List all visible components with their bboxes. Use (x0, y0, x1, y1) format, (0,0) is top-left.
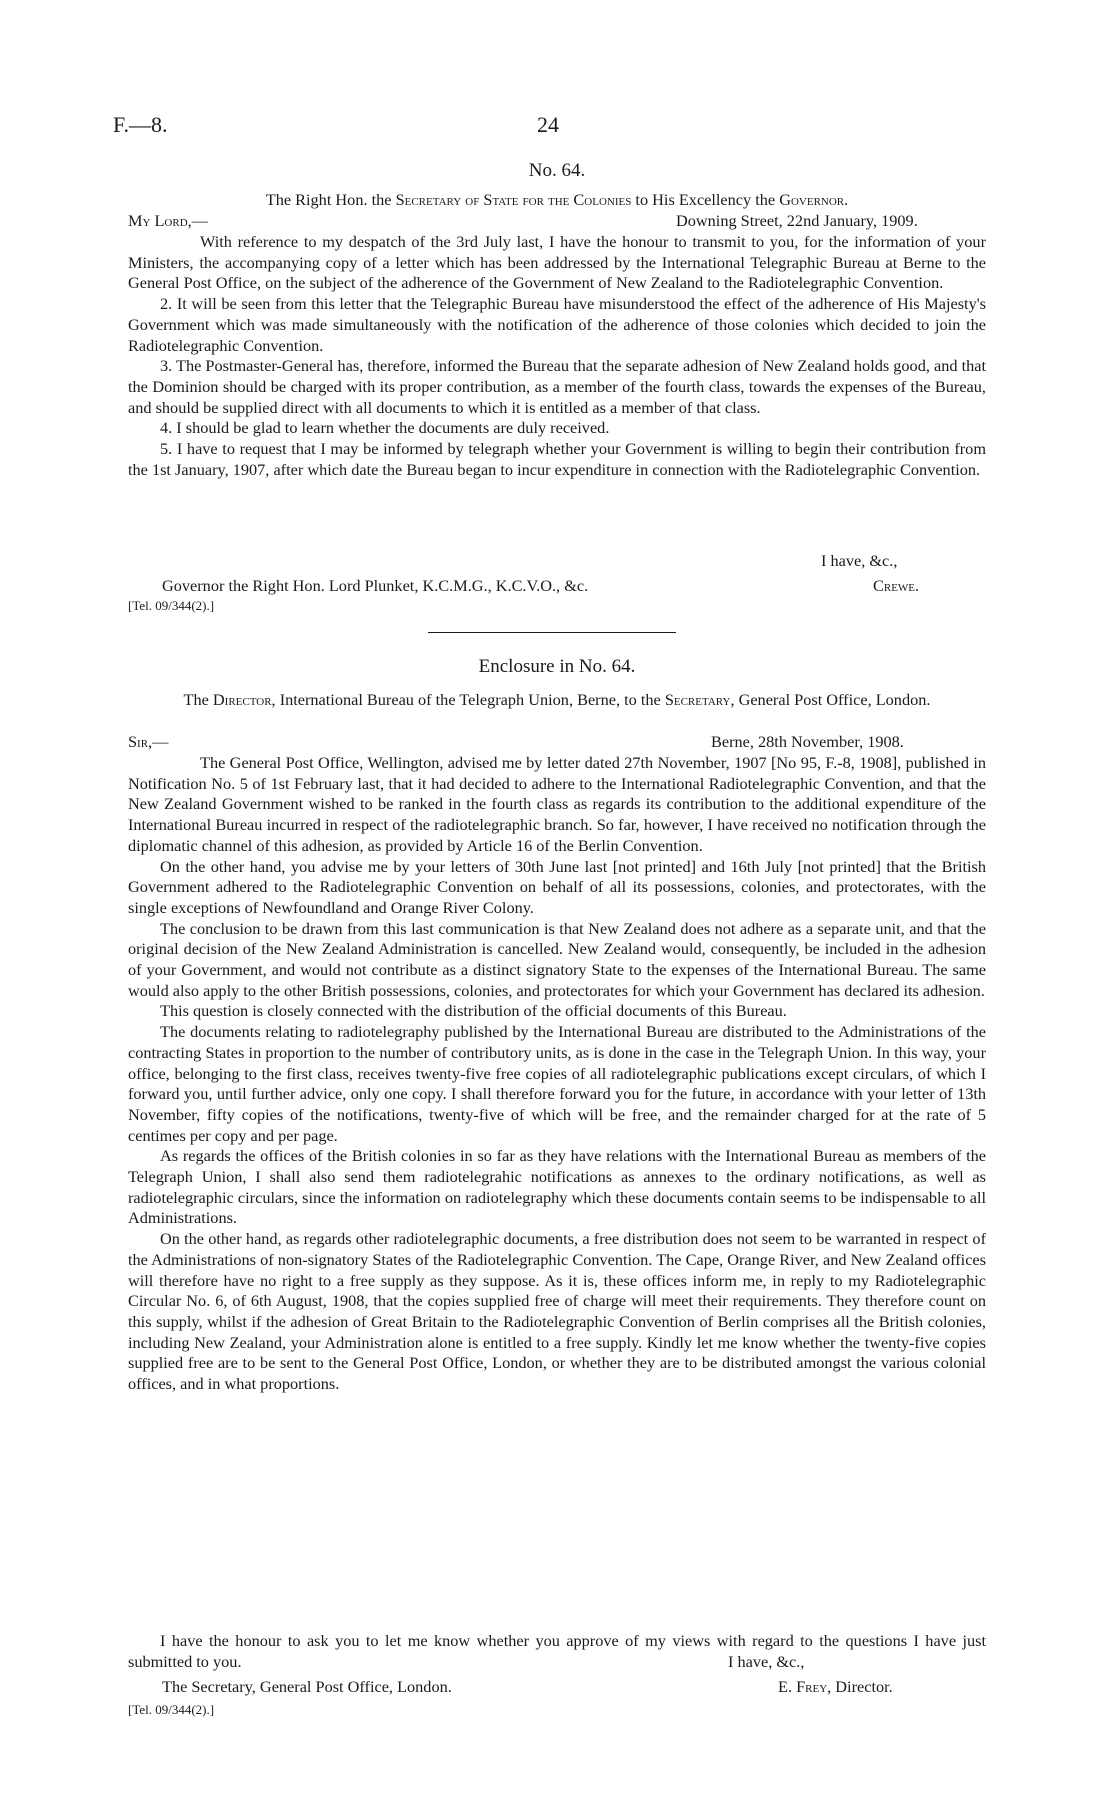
reference: [Tel. 09/344(2).] (128, 1701, 215, 1717)
paragraph: On the other hand, you advise me by your letters of 30th June last [not printed] and 16th July [not printed] that the British Government adhered to the Radiotelegraphic Convention on behalf of all its possessions, colonies, and protectorates, with the single exceptions of Newfoundland and Orange River Colony. (128, 856, 986, 917)
paragraph: 4. I should be glad to learn whether the documents are duly received. (160, 418, 610, 438)
paragraph: With reference to my despatch of the 3rd July last, I have the honour to transmit to you, for the information of your Ministers, the accompanying copy of a letter which has been addressed by the International Telegraphic Bureau at Berne to the General Post Office, on the subject of the adherence of the Government of New Zealand to the Radiotelegraphic Convention. (128, 232, 986, 293)
section-divider (428, 632, 676, 633)
paragraph: The documents relating to radiotelegraphy published by the International Bureau are distributed to the Administrations of the contracting States in proportion to the number of contributory units, as is done in the case in the Telegraph Union. In this way, your office, belonging to the first class, receives twenty-five free copies of all radiotelegraphic publications except circulars, of which I forward you, until further advice, only one copy. I shall therefore forward you for the future, in accordance with your letter of 13th November, fifty copies of the notifications, twenty-five of which will be free, and the remainder charged for at the rate of 5 centimes per copy and per page. (128, 1022, 986, 1145)
addressee: The Secretary, General Post Office, London. (162, 1677, 452, 1696)
letter-salutation-row (128, 211, 986, 232)
letter-number: No. 64. (528, 160, 586, 181)
document-code: F.—8. (113, 112, 168, 137)
enclosure-closing-row (128, 1652, 986, 1673)
enclosure-title: Enclosure in No. 64. (478, 656, 636, 677)
enclosure-final-paragraph: I have the honour to ask you to let me know whether you approve of my views with regard to the questions I have just submitted to you. (128, 1631, 986, 1671)
paragraph: 2. It will be seen from this letter that the Telegraphic Bureau have misunderstood the effect of the adherence of His Majesty's Government which was made simultaneously with the notification of the adherence of those colonies which decided to join the Radiotelegraphic Convention. (128, 294, 986, 355)
paragraph: The General Post Office, Wellington, advised me by letter dated 27th November, 1907 [No 95, F.-8, 1908], published in Notification No. 5 of 1st February last, that it had decided to adhere to the International Radiotelegraphic Convention, and that the New Zealand Government wished to be ranked in the fourth class as regards its contribution to the additional expenditure of the International Bureau incurred in respect of the radiotelegraphic branch. So far, however, I have received no notification through the diplomatic channel of this adhesion, as provided by Article 16 of the Berlin Convention. (128, 753, 986, 855)
paragraph: 3. The Postmaster-General has, therefore, informed the Bureau that the separate adhesion of New Zealand holds good, and that the Dominion should be charged with its proper contribution, as a member of the fourth class, towards the expenses of the Bureau, and should be supplied direct with all documents to which it is entitled as a member of that class. (128, 356, 986, 417)
letter-closing-block (128, 551, 986, 617)
place-date: Berne, 28th November, 1908. (711, 732, 904, 751)
salutation: Sir,— (128, 732, 169, 751)
enclosure-salutation-row (128, 732, 986, 753)
salutation: My Lord,— (128, 211, 209, 230)
paragraph: The conclusion to be drawn from this last communication is that New Zealand does not adhere as a separate unit, and that the original decision of the New Zealand Administration is cancelled. New Zealand would, consequently, be included in the adhesion of your Government, and would not contribute as a distinct signatory State to the expenses of the International Bureau. The same would also apply to the other British possessions, colonies, and protectorates for which your Government has declared its adhesion. (128, 918, 986, 1000)
closing: I have, &c., (821, 551, 898, 570)
addressee: Governor the Right Hon. Lord Plunket, K.C.M.G., K.C.V.O., &c. (162, 575, 589, 595)
page-number: 24 (537, 112, 559, 137)
letter-title: The Right Hon. the Secretary of State for the Colonies to His Excellency the Governor. (265, 190, 849, 209)
paragraph: As regards the offices of the British colonies in so far as they have relations with the International Bureau as members of the Telegraph Union, I shall also send them radiotelegrahic notifications as annexes to the ordinary notifications, as well as radiotelegraphic circulars, since the information on radiotelegraphy which these documents contain seems to be indispensable to all Administrations. (128, 1146, 986, 1228)
letter-body (128, 232, 986, 480)
paragraph: This question is closely connected with the distribution of the official documents of this Bureau. (160, 1001, 787, 1021)
enclosure-subtitle: The Director, International Bureau of the Telegraph Union, Berne, to the Secretary, General Post Office, London. (183, 690, 931, 709)
place-date: Downing Street, 22nd January, 1909. (676, 211, 918, 230)
reference: [Tel. 09/344(2).] (128, 598, 215, 614)
signature: E. Frey, Director. (778, 1677, 893, 1696)
enclosure-signature-block (128, 1677, 986, 1720)
paragraph: 5. I have to request that I may be informed by telegraph whether your Government is willing to begin their contribution from the 1st January, 1907, after which date the Bureau began to incur expenditure in connection with the Radiotelegraphic Convention. (128, 439, 986, 479)
signature: Crewe. (873, 575, 920, 595)
enclosure-body (128, 753, 986, 1395)
paragraph: On the other hand, as regards other radiotelegraphic documents, a free distribution does not seem to be warranted in respect of the Administrations of non-signatory States of the Radiotelegraphic Convention. The Cape, Orange River, and New Zealand offices will therefore have no right to a free supply as they suppose. As it is, these offices inform me, in reply to my Radiotelegraphic Circular No. 6, of 6th August, 1908, that the copies supplied free of charge will meet their requirements. They therefore count on this supply, whilst if the adhesion of Great Britain to the Radiotelegraphic Convention of Berlin comprises all the British colonies, including New Zealand, your Administration alone is entitled to a free supply. Kindly let me know whether the twenty-five copies supplied free are to be sent to the General Post Office, London, or whether they are to be distributed amongst the various colonial offices, and in what proportions. (128, 1229, 986, 1394)
closing: I have, &c., (728, 1652, 805, 1671)
